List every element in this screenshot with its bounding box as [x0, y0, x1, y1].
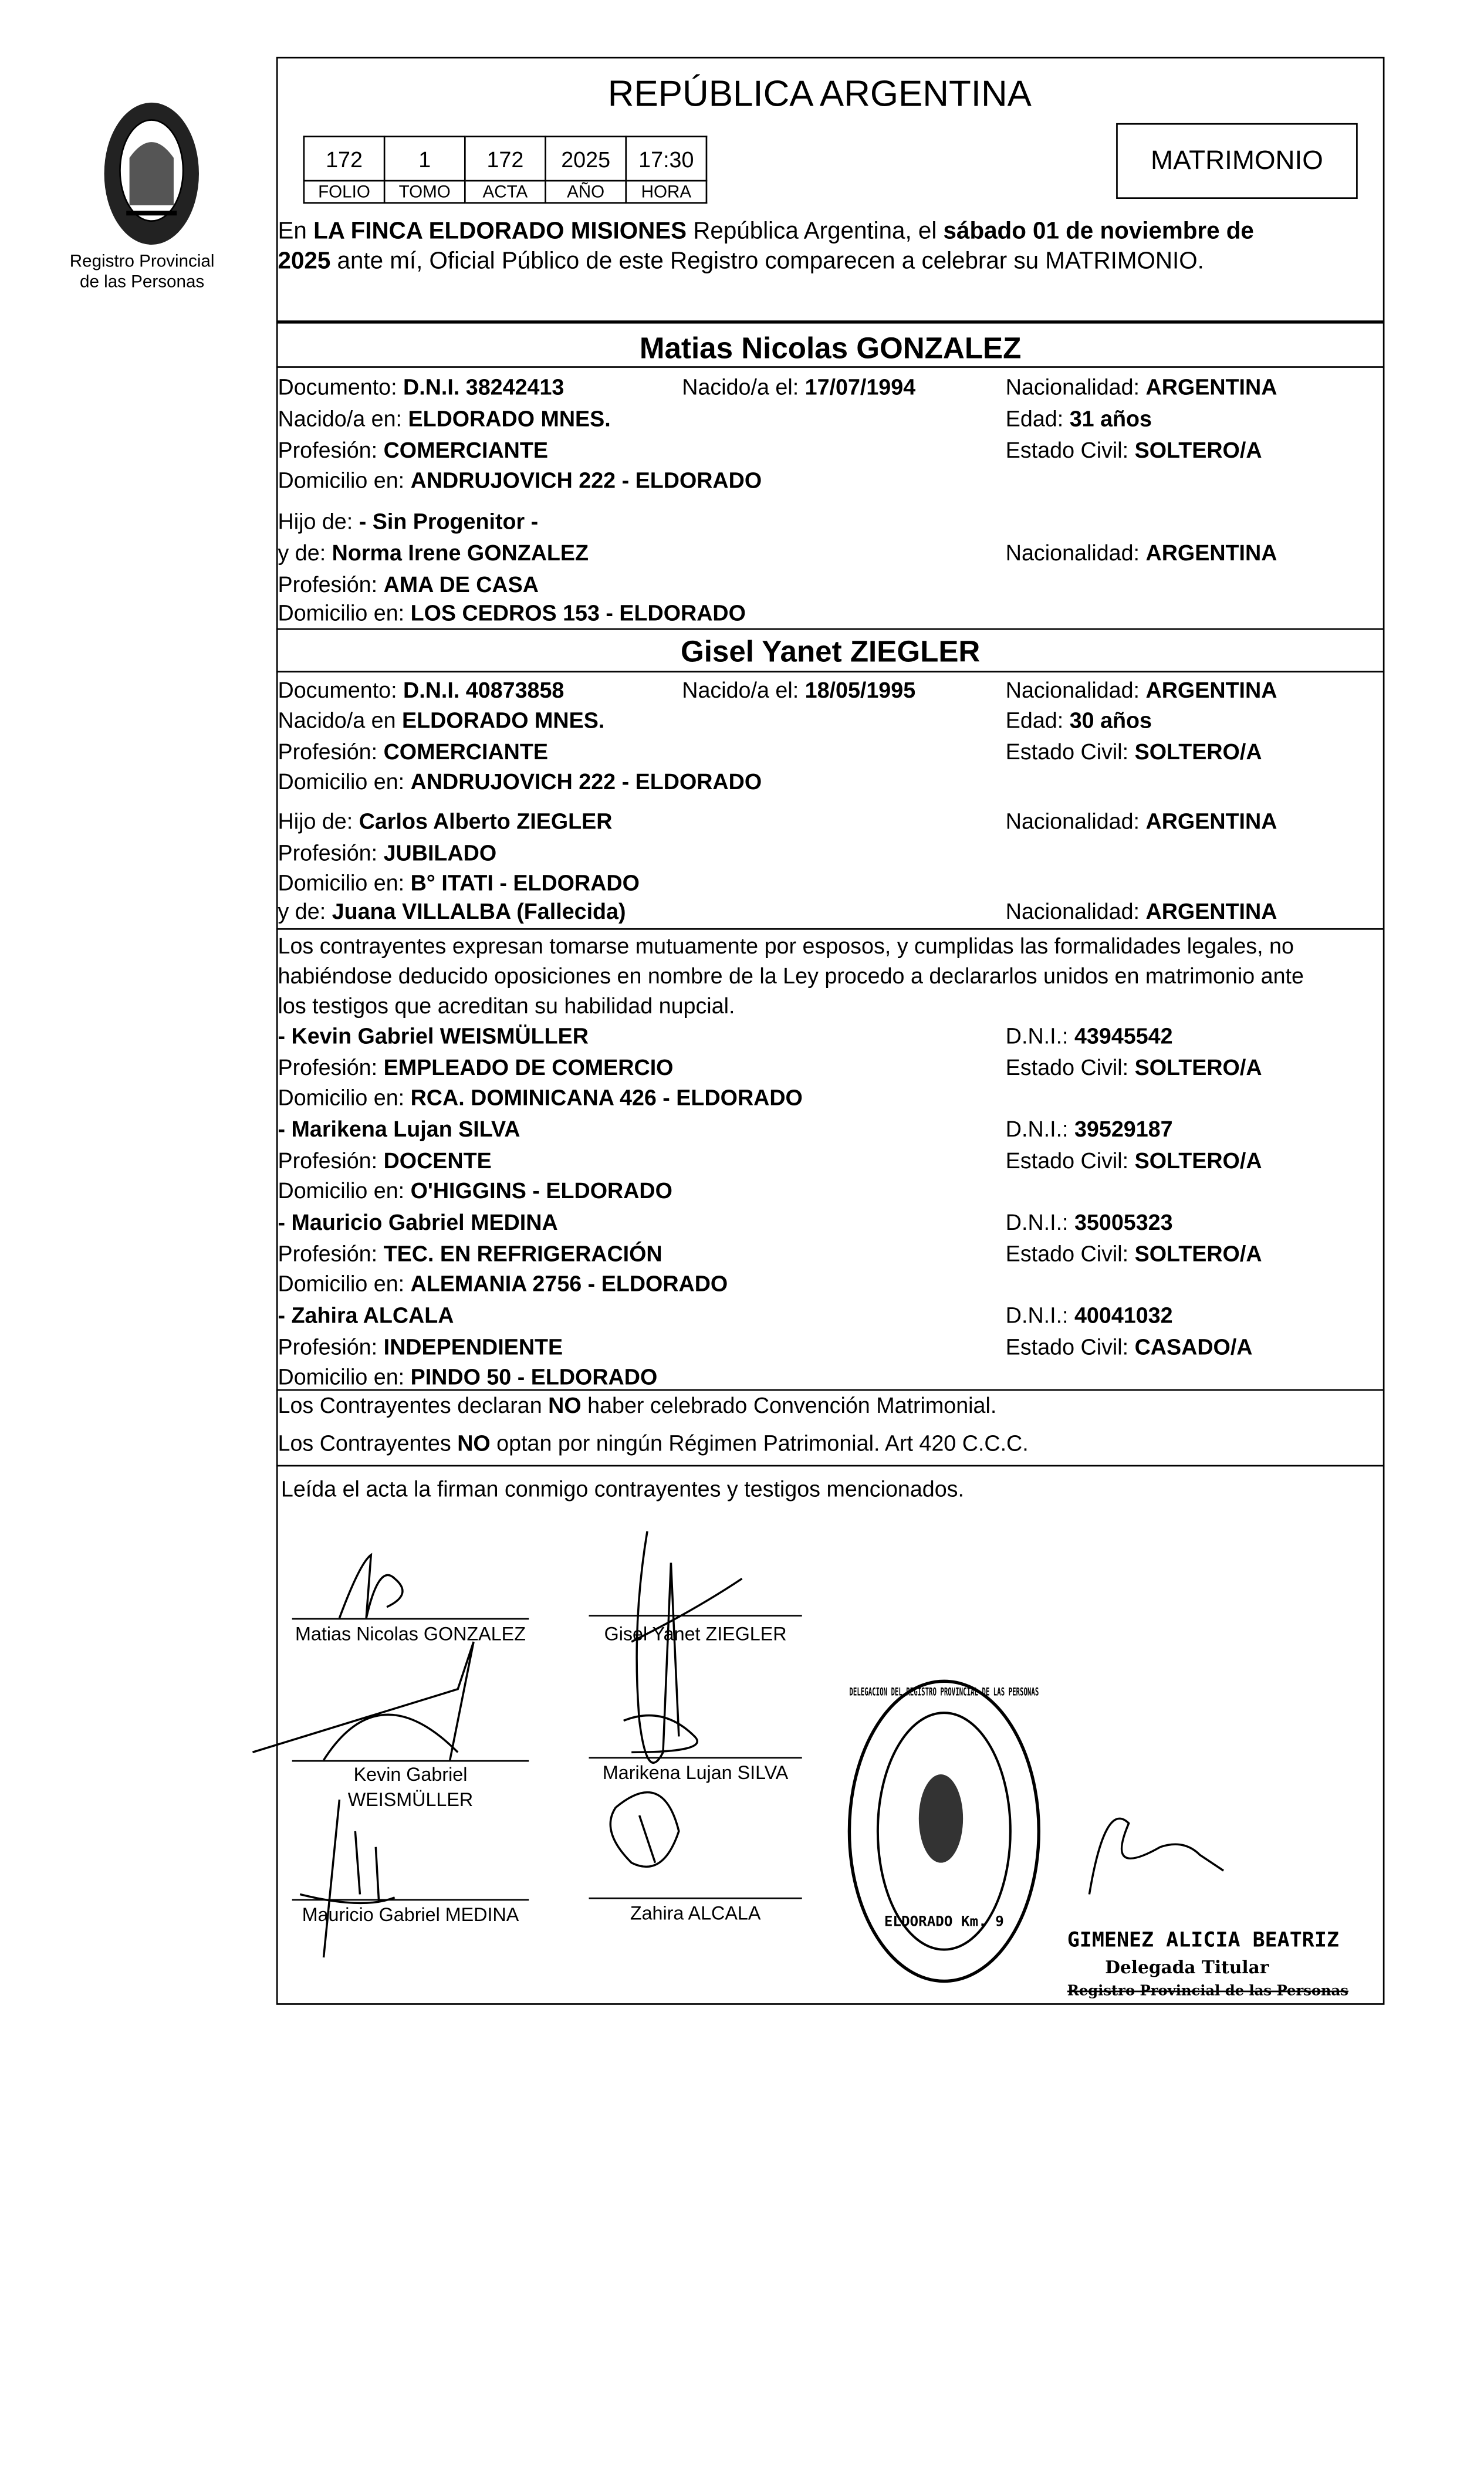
side-field: Estado Civil: SOLTERO/A [1005, 437, 1262, 463]
side-field: Nacionalidad: ARGENTINA [1005, 540, 1277, 566]
divider [276, 628, 1385, 630]
divider [276, 366, 1385, 368]
witness-civil-status: Estado Civil: SOLTERO/A [1005, 1147, 1262, 1173]
witness-dni: D.N.I.: 39529187 [1005, 1116, 1173, 1142]
field-row: Hijo de: Carlos Alberto ZIEGLER [278, 808, 613, 834]
province-seal-logo [82, 94, 224, 252]
declaration-line: los testigos que acreditan su habilidad nupcial. [278, 993, 735, 1019]
page-title: REPÚBLICA ARGENTINA [607, 72, 1032, 114]
witness-name: - Marikena Lujan SILVA [278, 1116, 520, 1142]
divider [276, 1389, 1385, 1391]
divider [276, 671, 1385, 672]
witness-profession: Profesión: INDEPENDIENTE [278, 1334, 563, 1360]
witness-profession: Profesión: DOCENTE [278, 1147, 492, 1173]
side-field: Nacionalidad: ARGENTINA [1005, 898, 1277, 924]
stamp-inner-text: ELDORADO Km. 9 [884, 1913, 1004, 1930]
field-row: Documento: D.N.I. 38242413 [278, 374, 564, 400]
signature-label: Matias Nicolas GONZALEZ [295, 1622, 526, 1645]
hora-label: HORA [626, 181, 706, 203]
official-stamp [841, 1673, 1047, 1989]
witness-address: Domicilio en: O'HIGGINS - ELDORADO [278, 1178, 672, 1203]
divider [276, 320, 1385, 323]
witness-dni: D.N.I.: 35005323 [1005, 1209, 1173, 1235]
signature-label: Gisel Yanet ZIEGLER [604, 1622, 787, 1645]
signature-label: WEISMÜLLER [347, 1788, 474, 1811]
witness-profession: Profesión: EMPLEADO DE COMERCIO [278, 1054, 674, 1080]
witness-dni: D.N.I.: 43945542 [1005, 1023, 1173, 1049]
witness-civil-status: Estado Civil: SOLTERO/A [1005, 1240, 1262, 1266]
field-row: y de: Juana VILLALBA (Fallecida) [278, 898, 626, 924]
side-field: Nacionalidad: ARGENTINA [1005, 374, 1277, 400]
signature-label: Zahira ALCALA [630, 1902, 761, 1925]
field-row: Profesión: JUBILADO [278, 840, 497, 865]
side-field: Estado Civil: SOLTERO/A [1005, 739, 1262, 765]
field-row: y de: Norma Irene GONZALEZ [278, 540, 589, 566]
closing-text: Leída el acta la firman conmigo contrayentes y testigos mencionados. [280, 1476, 964, 1502]
act-type-box: MATRIMONIO [1116, 123, 1358, 199]
regime-line: Los Contrayentes NO optan por ningún Régimen Patrimonial. Art 420 C.C.C. [278, 1430, 1029, 1456]
signature-label: Marikena Lujan SILVA [602, 1761, 789, 1784]
witness-address: Domicilio en: RCA. DOMINICANA 426 - ELDORADO [278, 1084, 803, 1110]
signature-label: Mauricio Gabriel MEDINA [302, 1903, 519, 1926]
field-row: Profesión: AMA DE CASA [278, 571, 539, 597]
side-field: Nacionalidad: ARGENTINA [1005, 808, 1277, 834]
official-role: Delegada Titular [1105, 1957, 1269, 1979]
registry-table [303, 136, 708, 204]
field-row: Domicilio en: B° ITATI - ELDORADO [278, 870, 640, 895]
field-row: Nacido/a en ELDORADO MNES. [278, 707, 605, 733]
field-row: Profesión: COMERCIANTE [278, 739, 549, 765]
witness-name: - Mauricio Gabriel MEDINA [278, 1209, 558, 1235]
divider [276, 928, 1385, 930]
hora-value: 17:30 [626, 137, 706, 181]
witness-dni: D.N.I.: 40041032 [1005, 1302, 1173, 1328]
witness-address: Domicilio en: PINDO 50 - ELDORADO [278, 1364, 658, 1389]
witness-name: - Zahira ALCALA [278, 1302, 454, 1328]
field-row: Domicilio en: LOS CEDROS 153 - ELDORADO [278, 600, 746, 625]
acta-label: ACTA [465, 181, 545, 203]
convention-line: Los Contrayentes declaran NO haber celebrado Convención Matrimonial. [278, 1392, 997, 1418]
field-row: Hijo de: - Sin Progenitor - [278, 508, 539, 534]
witness-civil-status: Estado Civil: SOLTERO/A [1005, 1054, 1262, 1080]
witness-civil-status: Estado Civil: CASADO/A [1005, 1334, 1253, 1360]
official-name: GIMENEZ ALICIA BEATRIZ [1067, 1929, 1339, 1953]
declaration-line: habiéndose deducido oposiciones en nombre de la Ley procedo a declararlos unidos en matrimonio ante [278, 963, 1304, 989]
witness-profession: Profesión: TEC. EN REFRIGERACIÓN [278, 1240, 662, 1266]
signature-label: Kevin Gabriel [353, 1763, 468, 1785]
intro-line-2: 2025 ante mí, Oficial Público de este Registro comparecen a celebrar su MATRIMONIO. [278, 248, 1204, 275]
side-field: Edad: 31 años [1005, 405, 1152, 431]
declaration-line: Los contrayentes expresan tomarse mutuamente por esposos, y cumplidas las formalidades legales, no [278, 933, 1294, 959]
spouse1-name: Matias Nicolas GONZALEZ [639, 333, 1022, 367]
folio-label: FOLIO [304, 181, 384, 203]
field-row: Domicilio en: ANDRUJOVICH 222 - ELDORADO [278, 769, 762, 794]
handwritten-signatures [0, 1468, 1484, 2005]
folio-value: 172 [304, 137, 384, 181]
witness-address: Domicilio en: ALEMANIA 2756 - ELDORADO [278, 1270, 728, 1296]
field-row: Documento: D.N.I. 40873858 [278, 677, 564, 703]
anio-value: 2025 [546, 137, 626, 181]
anio-label: AÑO [546, 181, 626, 203]
divider [276, 1465, 1385, 1467]
logo-caption: Registro Provincial de las Personas [69, 252, 215, 292]
spouse2-name: Gisel Yanet ZIEGLER [680, 636, 981, 669]
field-row: Domicilio en: ANDRUJOVICH 222 - ELDORADO [278, 467, 762, 493]
official-organization: Registro Provincial de las Personas [1067, 1984, 1348, 2000]
side-field: Edad: 30 años [1005, 707, 1152, 733]
birth-date-field: Nacido/a el: 17/07/1994 [682, 374, 916, 400]
tomo-value: 1 [384, 137, 465, 181]
field-row: Nacido/a en: ELDORADO MNES. [278, 405, 611, 431]
tomo-label: TOMO [384, 181, 465, 203]
stamp-ring-text: DELEGACION DEL REGISTRO PROVINCIAL DE LAS PERSONAS [849, 1686, 1039, 1699]
acta-value: 172 [465, 137, 545, 181]
birth-date-field: Nacido/a el: 18/05/1995 [682, 677, 916, 703]
intro-line-1: En LA FINCA ELDORADO MISIONES República Argentina, el sábado 01 de noviembre de [278, 218, 1254, 245]
witness-name: - Kevin Gabriel WEISMÜLLER [278, 1023, 589, 1049]
field-row: Profesión: COMERCIANTE [278, 437, 549, 463]
side-field: Nacionalidad: ARGENTINA [1005, 677, 1277, 703]
